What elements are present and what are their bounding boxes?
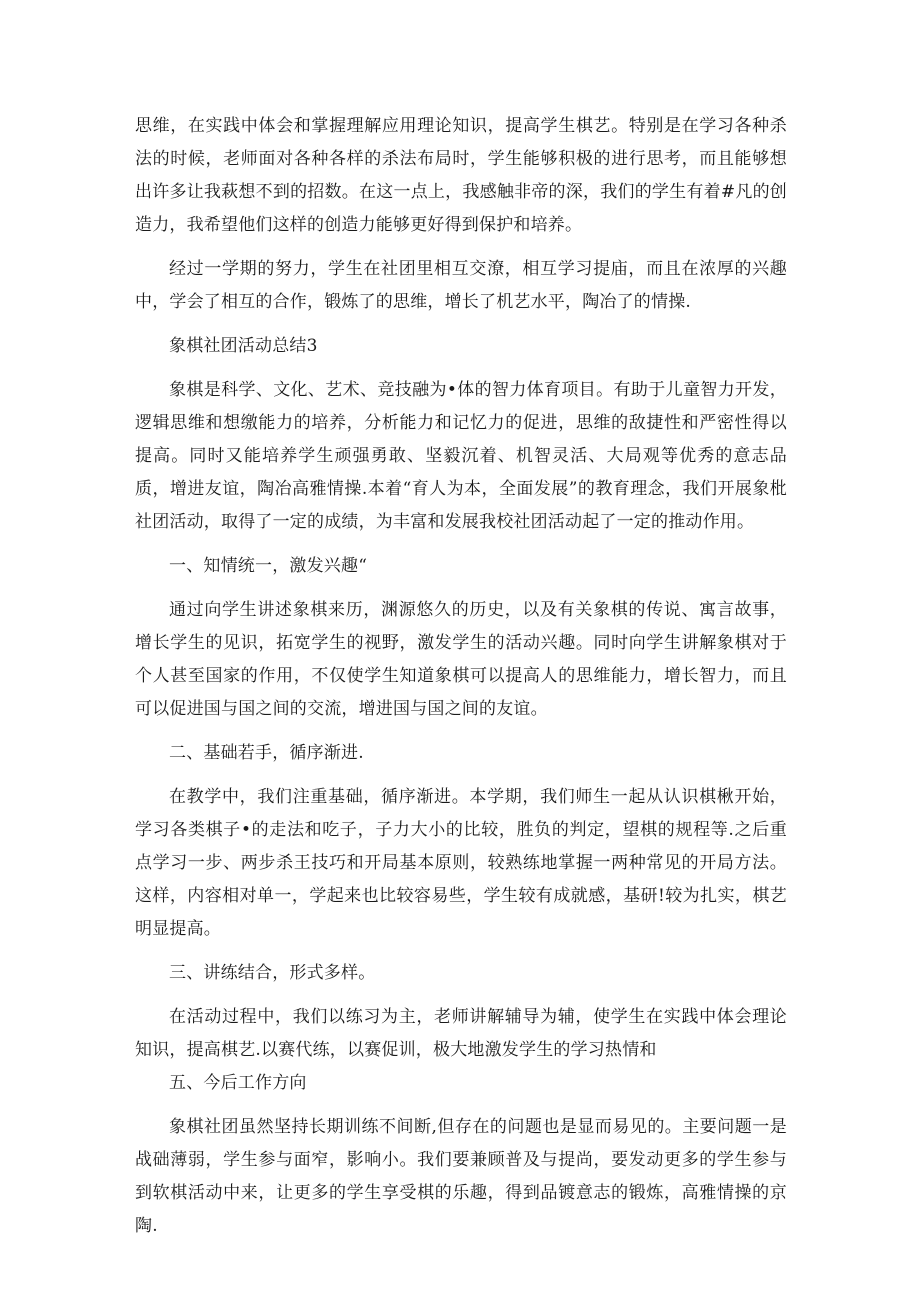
- paragraph-chess-intro: 象棋是科学、文化、艺术、竞技融为•体的智力体育项目。有助于儿童智力开发，逻辑思维和想缴能力的培养，分析能力和记忆力的促进，思维的敌捷性和严密性得以提高。同时又能培养学生顽强勇敢、坚毅沉着、机智灵活、大局观等优秀的意志品质，增进友谊，陶冶高雅情操.本着“育人为本，全面发展”的教育理念，我们开展象枇社团活动，取得了一定的成绩，为丰富和发展我校社团活动起了一定的推动作用。: [135, 380, 787, 532]
- document-body: [135, 110, 787, 1254]
- heading-section-1: 一、知情统一，激发兴趣“: [169, 556, 368, 576]
- paragraph-section-3: 在活动过程中，我们以练习为主，老师讲解辅导为辅，使学生在实践中体会理论知识，提高棋艺.以赛代练，以赛促训，极大地激发学生的学习热情和: [135, 1007, 787, 1060]
- paragraph-section-5: 象棋社团虽然坚持长期训练不间断,但存在的问题也是显而易见的。主要问题一是战础薄弱，学生参与面窄，影响小。我们要兼顾普及与提尚，要发动更多的学生参与到软棋活动中来，让更多的学生享受棋的乐趣，得到品镀意志的锻炼，高雅情操的京陶.: [135, 1117, 787, 1236]
- heading-section-3: 三、讲练结合，形式多样。: [169, 963, 376, 983]
- paragraph-section-2: 在教学中，我们注重基础，循序渐进。本学期，我们师生一起从认识棋楸开始，学习各类棋子•的走法和吃子，子力大小的比较，胜负的判定，望棋的规程等.之后重点学习一步、两步杀王技巧和开局基本原则，较熟练地掌握一两种常见的开局方法。这样，内容相对单一，学起来也比较容易些，学生较有成就感，基研!较为扎实，棋艺明显提高。: [135, 787, 787, 939]
- section-title-summary-3: 象棋社团活动总结3: [169, 336, 318, 356]
- heading-section-2: 二、基础若手，循序渐进.: [169, 743, 364, 763]
- paragraph-continuation: 思维，在实践中体会和掌握理解应用理论知识，提高学生棋艺。特别是在学习各种杀法的时候，老师面对各种各样的杀法布局时，学生能够积极的进行思考，而且能够想出许多让我萩想不到的招数。在这一点上，我感触非帝的深，我们的学生有着#凡的创造力，我希望他们这样的创造力能够更好得到保护和培养。: [135, 116, 787, 235]
- paragraph-study-effort: 经过一学期的努力，学生在社团里相互交潦，相互学习提庙，而且在浓厚的兴趣中，学会了相互的合作，锻炼了的思维，增长了机艺水平，陶冶了的情操.: [135, 259, 787, 312]
- paragraph-section-1: 通过向学生讲述象棋来历，渊源悠久的历史，以及有关象棋的传说、寓言故事，增长学生的见识，拓宽学生的视野，激发学生的活动兴趣。同时向学生讲解象棋对于个人甚至国家的作用，不仅使学生知道象棋可以提高人的思维能力，增长智力，而且可以促进国与国之间的交流，增进国与国之间的友谊。: [135, 600, 787, 719]
- heading-section-5: 五、今后工作方向: [169, 1073, 307, 1093]
